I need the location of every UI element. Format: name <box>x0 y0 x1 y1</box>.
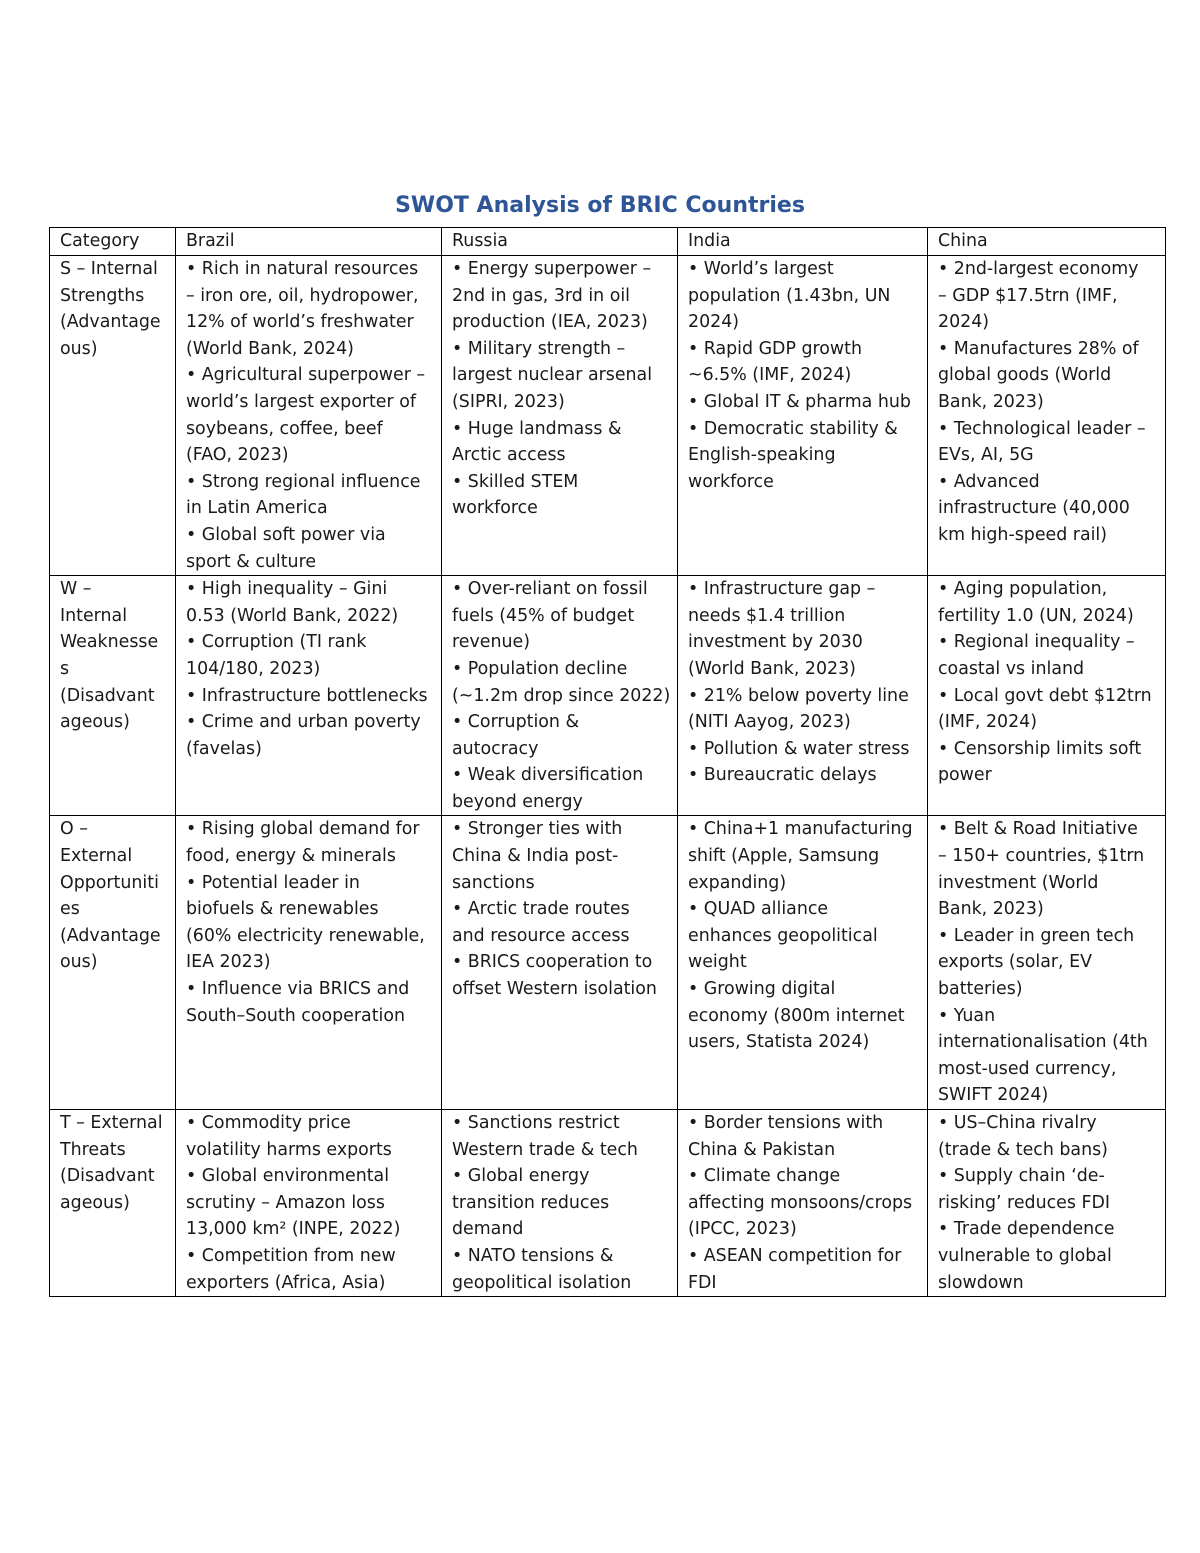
cell-line: • Arctic trade routes <box>452 899 630 920</box>
cell-line: Western trade & tech <box>452 1139 638 1160</box>
cell-line: • Strong regional influence <box>186 471 421 492</box>
cell-line: • Military strength – <box>452 338 626 359</box>
cell-line: soybeans, coffee, beef <box>186 418 383 439</box>
cell-line: • Commodity price <box>186 1113 351 1133</box>
cell-india <box>678 576 928 816</box>
cell-line: largest nuclear arsenal <box>452 365 653 386</box>
cell-line: 0.53 (World Bank, 2022) <box>186 605 399 626</box>
cell-line: (World Bank, 2024) <box>186 338 354 359</box>
cell-line: investment (World <box>938 872 1099 893</box>
cell-line: IEA 2023) <box>186 952 271 973</box>
cell-line: • Corruption & <box>452 712 580 733</box>
cell-line: • Agricultural superpower – <box>186 365 426 386</box>
cell-line: 104/180, 2023) <box>186 658 321 679</box>
cell-line: exporters (Africa, Asia) <box>186 1272 386 1293</box>
category-cell <box>50 816 176 1110</box>
cell-line: • Yuan <box>938 1005 996 1026</box>
cell-line: • Leader in green tech <box>938 925 1135 946</box>
cell-line: • Local govt debt $12trn <box>938 685 1152 706</box>
cell-line: EVs, AI, 5G <box>938 445 1034 466</box>
cell-russia <box>442 816 678 1110</box>
category-line: T – External <box>60 1113 163 1133</box>
cell-china <box>928 816 1166 1110</box>
cell-line: • Belt & Road Initiative <box>938 819 1138 840</box>
header-brazil: Brazil <box>176 228 442 256</box>
category-line: ous) <box>60 952 98 973</box>
cell-line: volatility harms exports <box>186 1139 392 1160</box>
category-line: ageous) <box>60 1192 130 1213</box>
swot-table <box>49 227 1166 1297</box>
cell-line: demand <box>452 1219 524 1240</box>
table-row-opportunities <box>50 816 1166 1110</box>
cell-line: • High inequality – Gini <box>186 579 388 600</box>
cell-line: • Growing digital <box>688 979 836 1000</box>
cell-china <box>928 576 1166 816</box>
category-line: (Advantage <box>60 312 161 333</box>
cell-line: (favelas) <box>186 738 262 759</box>
category-line: Strengths <box>60 285 145 306</box>
table-body <box>50 256 1166 1297</box>
cell-line: • Technological leader – <box>938 418 1146 439</box>
cell-line: China & Pakistan <box>688 1139 836 1160</box>
cell-india <box>678 256 928 576</box>
cell-line: China & India post- <box>452 846 619 867</box>
cell-line: • Rich in natural resources <box>186 259 419 279</box>
cell-line: (World Bank, 2023) <box>688 658 856 679</box>
category-line: ageous) <box>60 712 130 733</box>
cell-line: 2nd in gas, 3rd in oil <box>452 285 631 306</box>
cell-line: 13,000 km² (INPE, 2022) <box>186 1219 401 1240</box>
cell-line: coastal vs inland <box>938 658 1085 679</box>
cell-line: • QUAD alliance <box>688 899 829 920</box>
cell-line: workforce <box>688 471 774 492</box>
header-china: China <box>928 228 1166 256</box>
cell-line: • Global environmental <box>186 1166 390 1187</box>
cell-line: • Regional inequality – <box>938 632 1135 653</box>
cell-line: (FAO, 2023) <box>186 445 289 466</box>
cell-brazil <box>176 816 442 1110</box>
cell-line: infrastructure (40,000 <box>938 498 1130 519</box>
cell-line: food, energy & minerals <box>186 846 396 867</box>
cell-line: scrutiny – Amazon loss <box>186 1192 385 1213</box>
cell-line: expanding) <box>688 872 787 893</box>
cell-line: • Influence via BRICS and <box>186 979 410 1000</box>
cell-line: • Stronger ties with <box>452 819 623 840</box>
table-row-threats <box>50 1110 1166 1297</box>
cell-line: Arctic access <box>452 445 566 466</box>
cell-line: enhances geopolitical <box>688 925 878 946</box>
cell-line: transition reduces <box>452 1192 610 1213</box>
cell-line: South–South cooperation <box>186 1005 406 1026</box>
cell-line: • World’s largest <box>688 259 834 279</box>
cell-line: • Rising global demand for <box>186 819 420 840</box>
cell-line: • 2nd-largest economy <box>938 259 1139 279</box>
cell-line: power <box>938 765 992 786</box>
cell-india <box>678 816 928 1110</box>
cell-russia <box>442 1110 678 1297</box>
category-line: S – Internal <box>60 259 158 279</box>
category-cell <box>50 256 176 576</box>
cell-line: SWIFT 2024) <box>938 1085 1049 1106</box>
cell-line: • Skilled STEM <box>452 471 579 492</box>
category-line: Internal <box>60 605 128 626</box>
cell-line: economy (800m internet <box>688 1005 905 1026</box>
cell-line: • Aging population, <box>938 579 1108 600</box>
cell-line: sanctions <box>452 872 535 893</box>
cell-line: • Global IT & pharma hub <box>688 391 911 412</box>
cell-line: • Trade dependence <box>938 1219 1115 1240</box>
cell-line: km high-speed rail) <box>938 524 1108 545</box>
cell-line: global goods (World <box>938 365 1112 386</box>
cell-line: beyond energy <box>452 791 583 812</box>
cell-china <box>928 256 1166 576</box>
cell-line: • ASEAN competition for <box>688 1245 902 1266</box>
cell-line: • Supply chain ‘de- <box>938 1166 1105 1187</box>
table-row-weaknesses <box>50 576 1166 816</box>
cell-line: (SIPRI, 2023) <box>452 391 565 412</box>
cell-line: internationalisation (4th <box>938 1032 1148 1053</box>
cell-line: • BRICS cooperation to <box>452 952 653 973</box>
cell-brazil <box>176 256 442 576</box>
cell-line: 2024) <box>938 312 990 333</box>
cell-line: offset Western isolation <box>452 979 657 1000</box>
cell-line: (60% electricity renewable, <box>186 925 425 946</box>
cell-line: (NITI Aayog, 2023) <box>688 712 851 733</box>
cell-line: • Pollution & water stress <box>688 738 910 759</box>
cell-line: vulnerable to global <box>938 1245 1112 1266</box>
cell-line: • Border tensions with <box>688 1113 884 1133</box>
header-india: India <box>678 228 928 256</box>
cell-line: • Huge landmass & <box>452 418 622 439</box>
cell-line: • Rapid GDP growth <box>688 338 862 359</box>
cell-line: ~6.5% (IMF, 2024) <box>688 365 852 386</box>
cell-line: needs $1.4 trillion <box>688 605 846 626</box>
cell-line: Bank, 2023) <box>938 391 1044 412</box>
header-category: Category <box>50 228 176 256</box>
cell-line: fertility 1.0 (UN, 2024) <box>938 605 1134 626</box>
category-line: (Disadvant <box>60 685 155 706</box>
cell-line: • Corruption (TI rank <box>186 632 367 653</box>
cell-russia <box>442 256 678 576</box>
cell-line: • Weak diversification <box>452 765 644 786</box>
cell-line: batteries) <box>938 979 1023 1000</box>
category-line: s <box>60 658 70 679</box>
cell-line: • Climate change <box>688 1166 841 1187</box>
cell-line: autocracy <box>452 738 539 759</box>
page-title: SWOT Analysis of BRIC Countries <box>395 193 805 218</box>
cell-line: biofuels & renewables <box>186 899 379 920</box>
cell-line: most-used currency, <box>938 1058 1117 1079</box>
category-cell <box>50 576 176 816</box>
cell-line: • Infrastructure bottlenecks <box>186 685 428 706</box>
cell-line: exports (solar, EV <box>938 952 1092 973</box>
cell-line: (trade & tech bans) <box>938 1139 1108 1160</box>
category-cell <box>50 1110 176 1297</box>
cell-line: investment by 2030 <box>688 632 863 653</box>
cell-line: • Global energy <box>452 1166 590 1187</box>
header-russia: Russia <box>442 228 678 256</box>
category-line: ous) <box>60 338 98 359</box>
cell-line: • 21% below poverty line <box>688 685 909 706</box>
cell-russia <box>442 576 678 816</box>
cell-line: – GDP $17.5trn (IMF, <box>938 285 1118 306</box>
cell-india <box>678 1110 928 1297</box>
cell-line: and resource access <box>452 925 630 946</box>
cell-line: Bank, 2023) <box>938 899 1044 920</box>
cell-line: risking’ reduces FDI <box>938 1192 1110 1213</box>
category-line: es <box>60 899 80 920</box>
category-line: Opportuniti <box>60 872 159 893</box>
cell-line: shift (Apple, Samsung <box>688 846 880 867</box>
category-line: O – <box>60 819 88 840</box>
category-line: (Advantage <box>60 925 161 946</box>
cell-line: • Competition from new <box>186 1245 396 1266</box>
category-line: Weaknesse <box>60 632 159 653</box>
cell-line: – iron ore, oil, hydropower, <box>186 285 419 306</box>
cell-line: workforce <box>452 498 538 519</box>
cell-line: • Censorship limits soft <box>938 738 1142 759</box>
header-row <box>50 228 1166 256</box>
cell-line: • Crime and urban poverty <box>186 712 421 733</box>
cell-line: world’s largest exporter of <box>186 391 416 412</box>
cell-brazil <box>176 1110 442 1297</box>
category-line: (Disadvant <box>60 1166 155 1187</box>
cell-line: fuels (45% of budget <box>452 605 635 626</box>
cell-line: • Sanctions restrict <box>452 1113 620 1133</box>
cell-line: • Manufactures 28% of <box>938 338 1139 359</box>
cell-line: English-speaking <box>688 445 836 466</box>
category-line: External <box>60 846 133 867</box>
cell-line: • Energy superpower – <box>452 259 652 279</box>
cell-line: production (IEA, 2023) <box>452 312 648 333</box>
cell-line: • NATO tensions & <box>452 1245 614 1266</box>
cell-line: • Global soft power via <box>186 524 386 545</box>
cell-line: slowdown <box>938 1272 1024 1293</box>
cell-line: (IMF, 2024) <box>938 712 1038 733</box>
cell-line: • China+1 manufacturing <box>688 819 913 840</box>
cell-line: • Bureaucratic delays <box>688 765 877 786</box>
cell-line: • Advanced <box>938 471 1040 492</box>
cell-line: affecting monsoons/crops <box>688 1192 913 1213</box>
cell-line: 12% of world’s freshwater <box>186 312 414 333</box>
category-line: Threats <box>60 1139 126 1160</box>
cell-line: population (1.43bn, UN <box>688 285 891 306</box>
cell-line: FDI <box>688 1272 717 1293</box>
cell-line: • Potential leader in <box>186 872 360 893</box>
cell-line: users, Statista 2024) <box>688 1032 870 1053</box>
cell-line: 2024) <box>688 312 740 333</box>
cell-line: (IPCC, 2023) <box>688 1219 797 1240</box>
cell-china <box>928 1110 1166 1297</box>
cell-line: • US–China rivalry <box>938 1113 1097 1133</box>
cell-line: – 150+ countries, $1trn <box>938 846 1145 867</box>
cell-line: (~1.2m drop since 2022) <box>452 685 671 706</box>
category-line: W – <box>60 579 92 600</box>
cell-line: weight <box>688 952 747 973</box>
table-row-strengths <box>50 256 1166 576</box>
cell-line: • Democratic stability & <box>688 418 898 439</box>
cell-line: • Population decline <box>452 658 628 679</box>
cell-line: in Latin America <box>186 498 328 519</box>
cell-line: sport & culture <box>186 551 317 572</box>
cell-line: geopolitical isolation <box>452 1272 632 1293</box>
cell-line: revenue) <box>452 632 530 653</box>
cell-line: • Over-reliant on fossil <box>452 579 648 600</box>
cell-line: • Infrastructure gap – <box>688 579 876 600</box>
cell-brazil <box>176 576 442 816</box>
